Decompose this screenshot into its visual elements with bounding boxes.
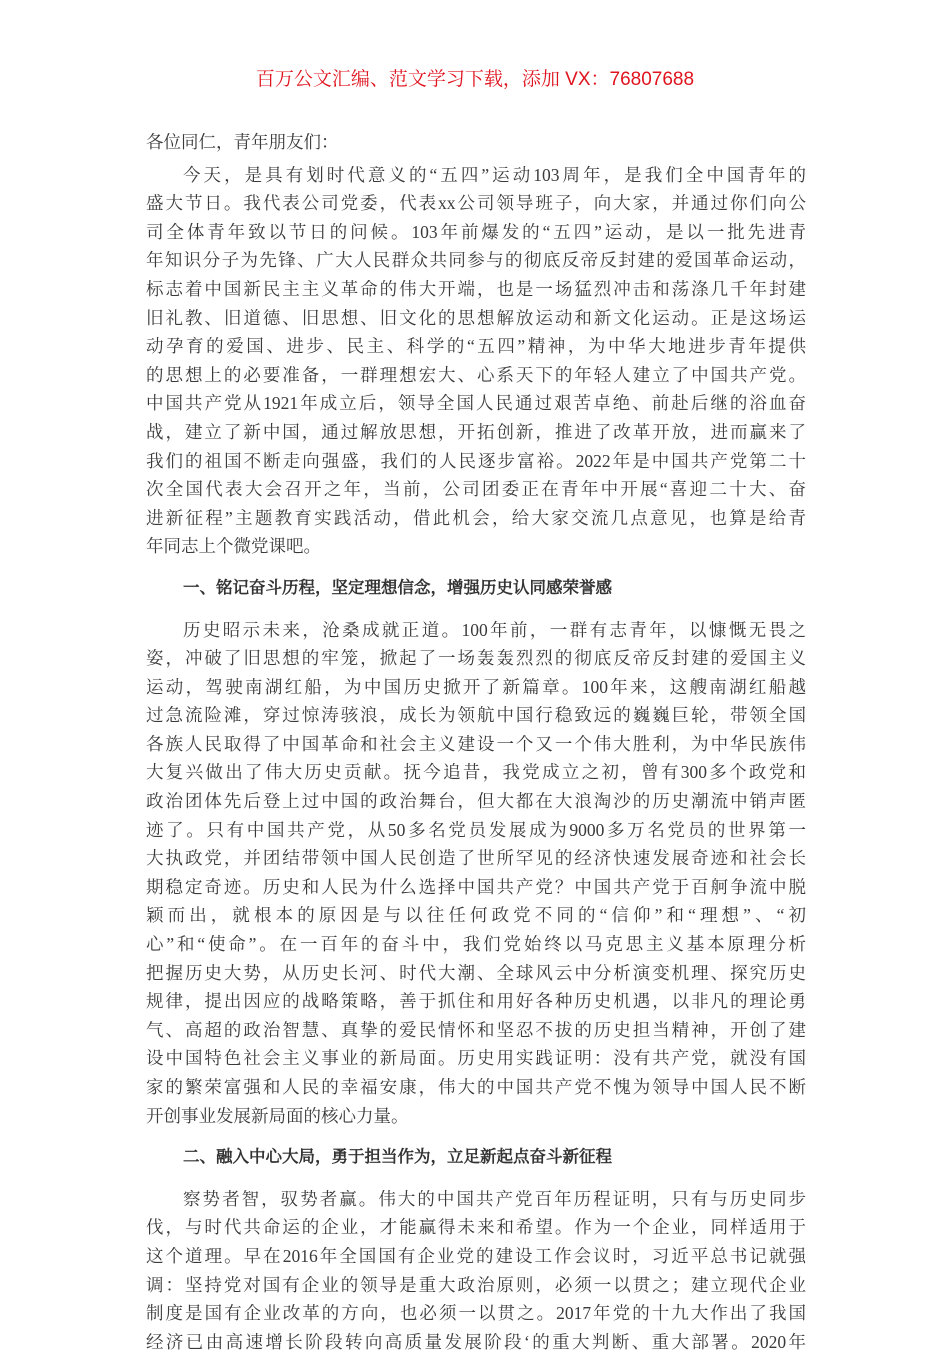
text-line: 调：坚持党对国有企业的领导是重大政治原则，必须一以贯之；建立现代企业 — [146, 1274, 806, 1295]
text-line: 旧礼教、旧道德、旧思想、旧文化的思想解放运动和新文化运动。正是这场运 — [146, 307, 806, 328]
section-heading-2: 二、融入中心大局，勇于担当作为，立足新起点奋斗新征程 — [183, 1147, 612, 1167]
text-line: 中国共产党从1921年成立后，领导全国人民通过艰苦卓绝、前赴后继的浴血奋 — [146, 393, 806, 414]
text-line: 进新征程”主题教育实践活动，借此机会，给大家交流几点意见，也算是给青 — [146, 507, 806, 528]
text-line: 年知识分子为先锋、广大人民群众共同参与的彻底反帝反封建的爱国革命运动， — [146, 250, 806, 271]
text-line: 伐，与时代共命运的企业，才能赢得未来和希望。作为一个企业，同样适用于 — [146, 1217, 806, 1238]
text-line: 过急流险滩，穿过惊涛骇浪，成长为领航中国行稳致远的巍巍巨轮，带领全国 — [146, 705, 806, 726]
text-line: 司全体青年致以节日的问候。103年前爆发的“五四”运动，是以一批先进青 — [146, 221, 806, 242]
text-line: 盛大节日。我代表公司党委，代表xx公司领导班子，向大家，并通过你们向公 — [146, 193, 806, 214]
text-line: 的思想上的必要准备，一群理想宏大、心系天下的年轻人建立了中国共产党。 — [146, 364, 806, 385]
text-line: 迹了。只有中国共产党，从50多名党员发展成为9000多万名党员的世界第一 — [146, 819, 806, 840]
watermark-header: 百万公文汇编、范文学习下载，添加 VX：76807688 — [255, 69, 695, 90]
intro-paragraph — [146, 161, 806, 561]
section-heading-1: 一、铭记奋斗历程，坚定理想信念，增强历史认同感荣誉感 — [183, 577, 612, 597]
text-line: 运动，驾驶南湖红船，为中国历史掀开了新篇章。100年来，这艘南湖红船越 — [146, 676, 806, 697]
text-line: 期稳定奇迹。历史和人民为什么选择中国共产党？中国共产党于百舸争流中脱 — [146, 876, 806, 897]
text-line: 标志着中国新民主主义革命的伟大开端，也是一场猛烈冲击和荡涤几千年封建 — [146, 278, 806, 299]
text-line: 各族人民取得了中国革命和社会主义建设一个又一个伟大胜利，为中华民族伟 — [146, 733, 806, 754]
text-line: 这个道理。早在2016年全国国有企业党的建设工作会议时，习近平总书记就强 — [146, 1245, 806, 1266]
text-line: 气、高超的政治智慧、真挚的爱民情怀和坚忍不拔的历史担当精神，开创了建 — [146, 1019, 806, 1040]
text-line: 经济已由高速增长阶段转向高质量发展阶段‘的重大判断、重大部署。2020年 — [146, 1331, 806, 1352]
text-line: 颖而出，就根本的原因是与以往任何政党不同的“信仰”和“理想”、“初 — [146, 905, 806, 926]
document-body — [146, 128, 806, 1356]
text-line: 动孕育的爱国、进步、民主、科学的“五四”精神，为中华大地进步青年提供 — [146, 336, 806, 357]
text-line: 战，建立了新中国，通过解放思想，开拓创新，推进了改革开放，进而赢来了 — [146, 421, 806, 442]
section-2-paragraph — [146, 1185, 806, 1356]
text-line: 开创事业发展新局面的核心力量。 — [146, 1105, 409, 1126]
text-line: 制度是国有企业改革的方向，也必须一以贯之。2017年党的十九大作出了我国 — [146, 1303, 806, 1324]
text-line: 政治团体先后登上过中国的政治舞台，但大都在大浪淘沙的历史潮流中销声匿 — [146, 791, 806, 812]
salutation: 各位同仁，青年朋友们： — [146, 132, 339, 152]
text-line: 历史昭示未来，沧桑成就正道。100年前，一群有志青年，以慷慨无畏之 — [183, 619, 806, 640]
text-line: 大执政党，并团结带领中国人民创造了世所罕见的经济快速发展奇迹和社会长 — [146, 848, 806, 869]
text-line: 今天，是具有划时代意义的“五四”运动103周年，是我们全中国青年的 — [183, 164, 806, 185]
text-line: 姿，冲破了旧思想的牢笼，掀起了一场轰轰烈烈的彻底反帝反封建的爱国主义 — [146, 648, 806, 669]
text-line: 次全国代表大会召开之年，当前，公司团委正在青年中开展“喜迎二十大、奋 — [146, 479, 806, 500]
text-line: 把握历史大势，从历史长河、时代大潮、全球风云中分析演变机理、探究历史 — [146, 962, 806, 983]
text-line: 设中国特色社会主义事业的新局面。历史用实践证明：没有共产党，就没有国 — [146, 1048, 806, 1069]
text-line: 年同志上个微党课吧。 — [146, 536, 321, 557]
text-line: 心”和“使命”。在一百年的奋斗中，我们党始终以马克思主义基本原理分析 — [146, 934, 806, 955]
text-line: 规律，提出因应的战略策略，善于抓住和用好各种历史机遇，以非凡的理论勇 — [146, 991, 806, 1012]
section-1-paragraph — [146, 616, 806, 1131]
text-line: 家的繁荣富强和人民的幸福安康，伟大的中国共产党不愧为领导中国人民不断 — [146, 1077, 806, 1097]
text-line: 察势者智，驭势者赢。伟大的中国共产党百年历程证明，只有与历史同步 — [183, 1188, 806, 1209]
text-line: 大复兴做出了伟大历史贡献。抚今追昔，我党成立之初，曾有300多个政党和 — [146, 762, 806, 783]
text-line: 我们的祖国不断走向强盛，我们的人民逐步富裕。2022年是中国共产党第二十 — [146, 450, 806, 471]
